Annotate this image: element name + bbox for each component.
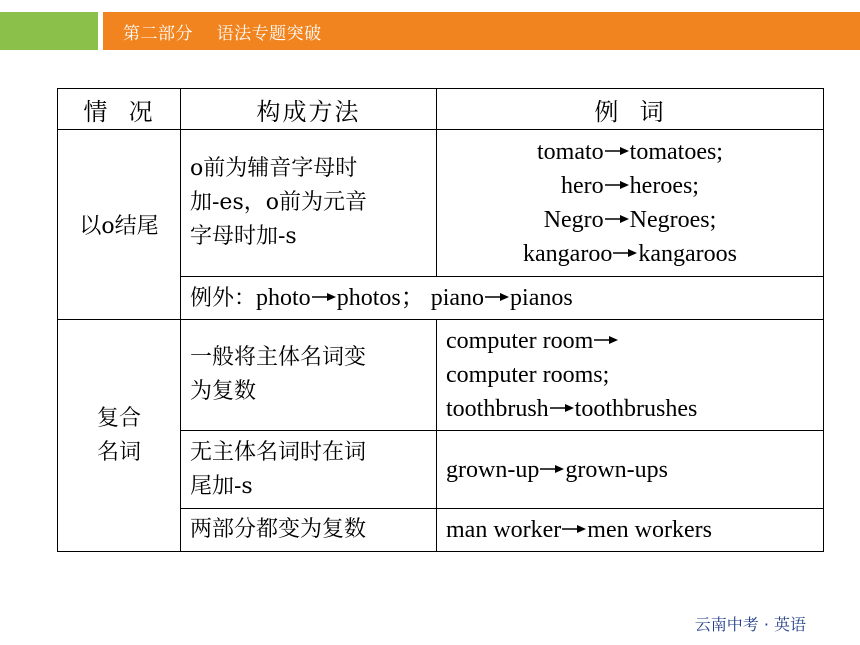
examples-compound-2 <box>437 431 824 509</box>
method-line: 字母时加-s <box>190 224 297 249</box>
header-bar <box>103 12 860 50</box>
grammar-table <box>57 88 824 552</box>
example-line <box>437 237 823 271</box>
footer-text: 云南中考 · 英语 <box>694 615 806 634</box>
right-arrow-icon <box>540 464 564 474</box>
examples-o-ending <box>437 130 824 277</box>
example-from: grown-up <box>446 456 540 483</box>
method-line: 加-es，o前为元音 <box>190 190 367 215</box>
method-line: 无主体名词时在词 <box>190 439 367 465</box>
table-row-compound-1 <box>58 320 824 431</box>
example-line <box>446 324 823 358</box>
example-to: Negroes; <box>629 207 717 233</box>
right-arrow-icon <box>485 292 509 302</box>
example-line <box>446 392 823 426</box>
table-header-row <box>58 89 824 130</box>
category-o-ending: 以o结尾 <box>58 130 181 320</box>
example-line: computer rooms; <box>446 362 610 388</box>
method-o-ending <box>181 130 437 277</box>
column-header-method: 构成方法 <box>181 89 437 130</box>
right-arrow-icon <box>312 292 336 302</box>
right-arrow-icon <box>605 180 629 190</box>
exception-to: pianos <box>510 284 573 311</box>
example-from: man worker <box>446 517 562 543</box>
example-from: tomato <box>537 139 604 165</box>
right-arrow-icon <box>562 524 586 534</box>
example-from: toothbrush <box>446 396 549 422</box>
example-line <box>437 203 823 237</box>
column-header-situation: 情 况 <box>58 89 181 130</box>
right-arrow-icon <box>613 248 637 258</box>
right-arrow-icon <box>550 403 574 413</box>
method-compound-2 <box>181 431 437 509</box>
table-row-o-ending <box>58 130 824 277</box>
exception-from: piano <box>430 284 485 311</box>
examples-compound-3 <box>437 509 824 552</box>
example-line <box>437 169 823 203</box>
method-line: 两部分都变为复数 <box>190 517 367 542</box>
method-compound-3 <box>181 509 437 552</box>
header-green-block <box>0 12 98 50</box>
method-line: 为复数 <box>190 379 257 404</box>
example-from: Negro <box>543 207 604 233</box>
method-compound-1 <box>181 320 437 431</box>
method-line: 一般将主体名词变 <box>190 345 367 370</box>
exception-cell <box>181 277 824 320</box>
example-from: kangaroo <box>523 241 613 267</box>
example-to: kangaroos <box>638 241 737 267</box>
example-from: computer room <box>446 328 594 354</box>
method-line: o前为辅音字母时 <box>190 156 358 181</box>
example-to: men workers <box>587 517 712 543</box>
exception-label: 例外： <box>190 285 257 311</box>
example-line <box>446 513 823 547</box>
example-to: tomatoes; <box>629 139 723 165</box>
exception-to: photos； <box>336 284 425 311</box>
category-line: 复合 <box>96 405 141 431</box>
example-from: hero <box>561 173 604 199</box>
right-arrow-icon <box>605 214 629 224</box>
category-compound-nouns <box>58 320 181 552</box>
category-line: 名词 <box>96 439 141 465</box>
column-header-examples: 例 词 <box>437 89 824 130</box>
example-to: toothbrushes <box>574 396 698 422</box>
example-to: grown-ups <box>565 456 668 483</box>
example-to: heroes; <box>629 173 699 199</box>
example-line <box>446 453 823 487</box>
exception-from: photo <box>256 284 311 311</box>
method-line: 尾加-s <box>190 473 253 499</box>
example-line <box>437 135 823 169</box>
right-arrow-icon <box>594 335 618 345</box>
header-title: 第二部分 语法专题突破 <box>123 23 322 44</box>
examples-compound-1 <box>437 320 824 431</box>
right-arrow-icon <box>605 146 629 156</box>
